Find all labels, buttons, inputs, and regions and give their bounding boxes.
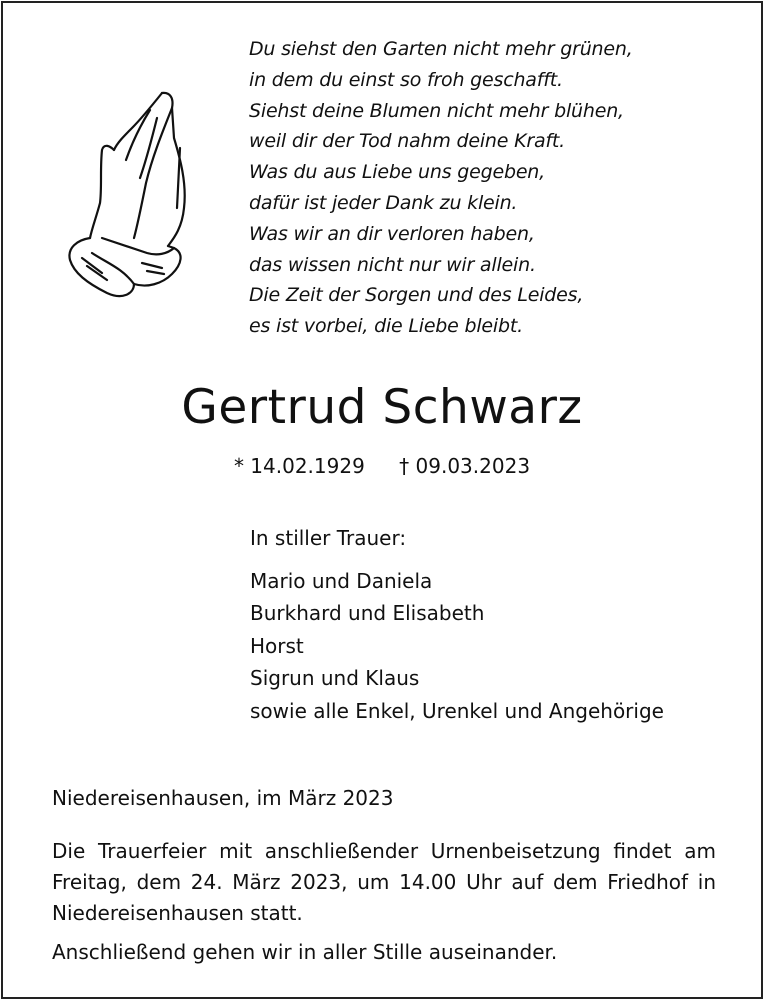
birth-date: * 14.02.1929 [233,454,365,478]
mourner: Burkhard und Elisabeth [250,601,485,625]
poem-line: Was du aus Liebe uns gegeben, [249,161,545,184]
mourner: Horst [250,633,304,658]
poem-line: in dem du einst so froh geschafft. [249,68,563,91]
mourner: Mario und Daniela [250,568,433,593]
place-date: Niedereisenhausen, im März 2023 [52,786,394,810]
deceased-name: Gertrud Schwarz [181,380,583,435]
poem-line: Du siehst den Garten nicht mehr grünen, [249,38,633,60]
poem-line: Siehst deine Blumen nicht mehr blühen, [249,99,624,122]
poem-line: weil dir der Tod nahm deine Kraft. [249,130,565,153]
death-date: † 09.03.2023 [399,454,531,478]
poem-line: es ist vorbei, die Liebe bleibt. [249,315,523,338]
mourner: Sigrun und Klaus [250,666,420,690]
poem-line: das wissen nicht nur wir allein. [249,253,536,276]
poem-line: Was wir an dir verloren haben, [249,222,535,245]
mourners-heading: In stiller Trauer: [250,526,407,550]
poem-line: Die Zeit der Sorgen und des Leides, [249,284,584,307]
closing-note: Anschließend gehen wir in aller Stille auseinander. [52,940,558,964]
mourner: sowie alle Enkel, Urenkel und Angehörige [250,698,664,723]
praying-hands-icon [62,88,197,303]
poem-line: dafür ist jeder Dank zu klein. [249,191,518,214]
poem [249,34,633,342]
life-dates [0,454,764,478]
ceremony-info: Die Trauerfeier mit anschließender Urnenbeisetzung findet am Freitag, dem 24. März 2023, um 14.00 Uhr auf dem Friedhof in Niedereisenhausen statt. [52,839,716,925]
mourners-block [250,522,664,727]
